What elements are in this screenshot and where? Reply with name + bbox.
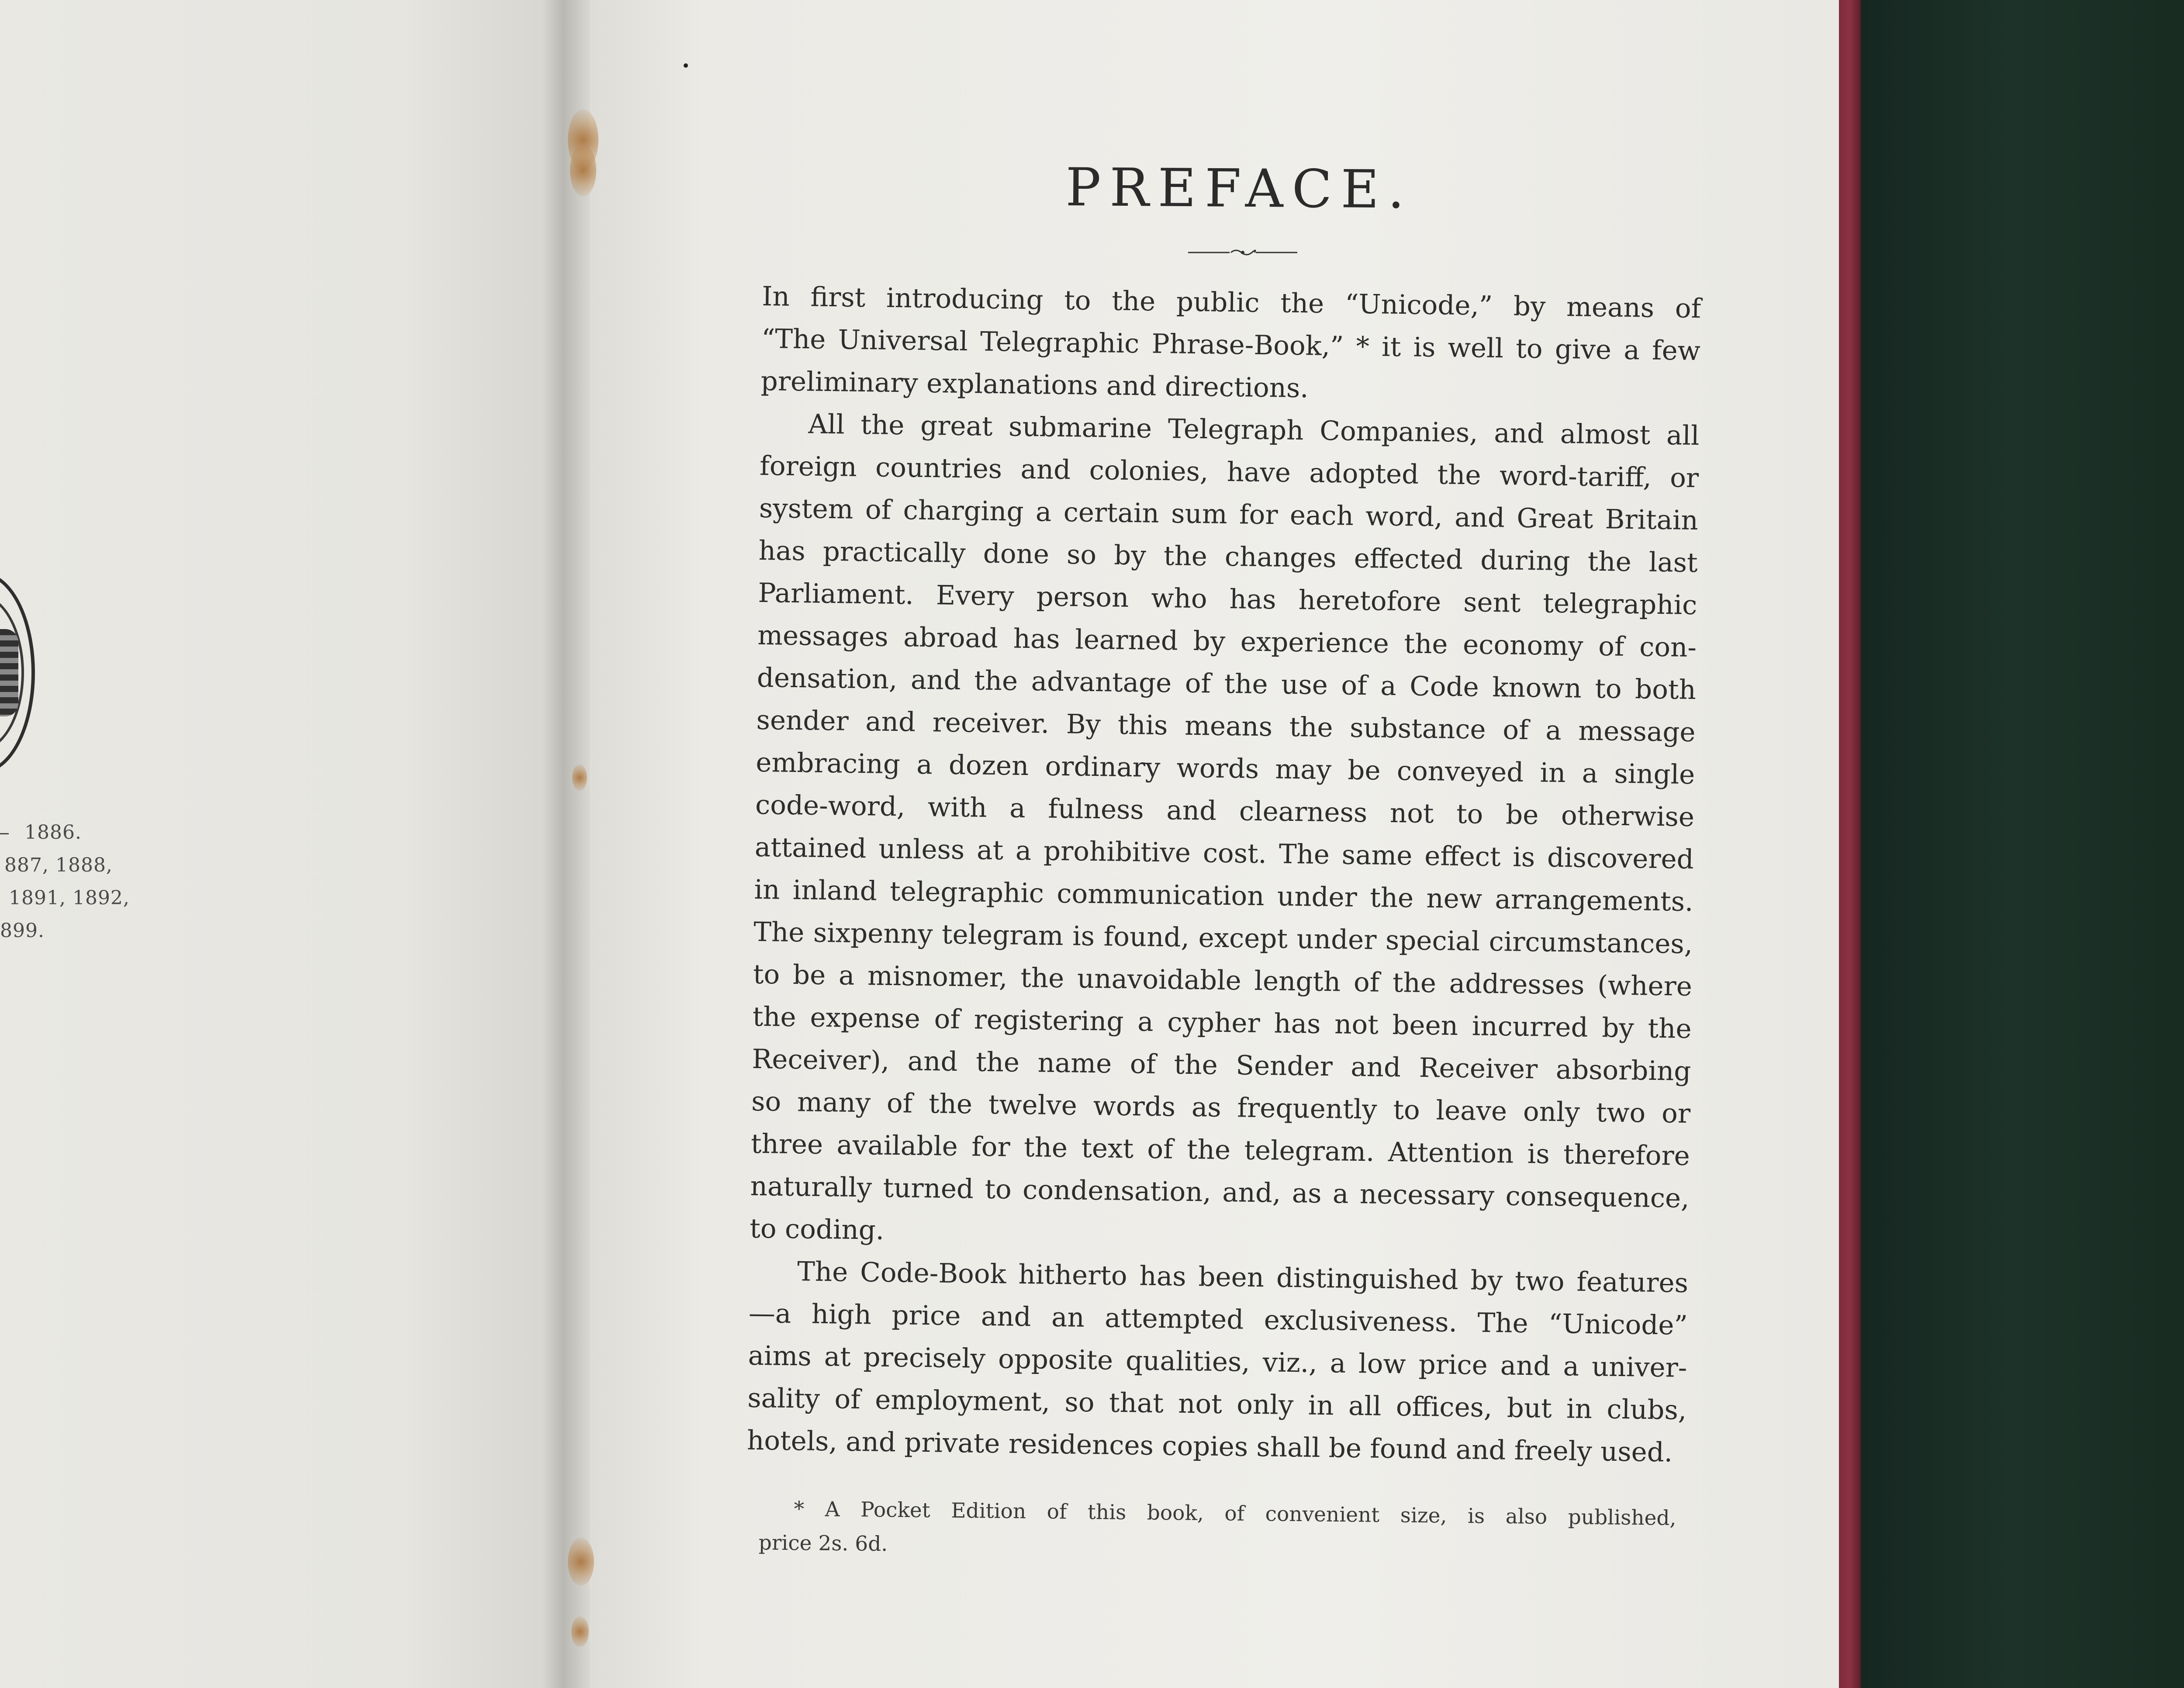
text-line: code-word, with a fulness and clearness not to be otherwise xyxy=(755,789,1695,833)
left-page-line: 1891, 1892, xyxy=(9,887,130,909)
foxing-stain xyxy=(570,144,596,197)
text-line: has practically done so by the changes effected during the last xyxy=(758,535,1698,579)
foxing-stain xyxy=(571,1616,589,1647)
left-page-line: 1886. xyxy=(0,821,82,844)
green-backdrop xyxy=(1848,0,2184,1688)
text-line: In first introducing to the public the “Unicode,” by means of xyxy=(761,280,1701,325)
text-line: to coding. xyxy=(749,1213,885,1246)
text-line: Parliament. Every person who has heretofore sent telegraphic xyxy=(758,577,1697,621)
footnote-line: * A Pocket Edition of this book, of convenient size, is also published, xyxy=(794,1497,1676,1530)
text-line: system of charging a certain sum for each word, and Great Britain xyxy=(759,492,1699,536)
text-line: messages abroad has learned by experience the economy of con- xyxy=(757,619,1697,664)
text-line: naturally turned to condensation, and, as a necessary consequence, xyxy=(750,1170,1690,1214)
paragraph xyxy=(750,402,1700,1262)
footnote xyxy=(758,1492,1676,1570)
left-page xyxy=(0,0,568,1688)
text-line: densation, and the advantage of the use of a Code known to both xyxy=(757,662,1697,706)
text-line: three available for the text of the telegram. Attention is therefore xyxy=(750,1128,1690,1172)
text-line: foreign countries and colonies, have adopted the word-tariff, or xyxy=(759,450,1699,494)
title-ornament xyxy=(1188,248,1297,257)
left-page-line: 899. xyxy=(0,920,45,942)
text-line: The sixpenny telegram is found, except under special circumstances, xyxy=(753,916,1693,960)
left-page-line: 887, 1888, xyxy=(4,854,113,876)
text-line: the expense of registering a cypher has not been incurred by the xyxy=(752,1001,1692,1045)
text-line: preliminary explanations and directions. xyxy=(760,365,1309,404)
foxing-stain xyxy=(568,1538,594,1586)
publisher-emblem-art xyxy=(0,629,18,716)
preface-body xyxy=(746,275,1701,1474)
paragraph xyxy=(746,1250,1688,1474)
text-line: All the great submarine Telegraph Companies, and almost all xyxy=(808,408,1700,452)
text-line: Receiver), and the name of the Sender and Receiver absorbing xyxy=(752,1043,1691,1087)
text-line: sender and receiver. By this means the substance of a message xyxy=(756,704,1696,748)
text-line: so many of the twelve words as frequently to leave only two or xyxy=(751,1086,1691,1129)
page-title: PREFACE. xyxy=(1065,157,1413,221)
text-line: “The Universal Telegraphic Phrase-Book,” * it is well to give a few xyxy=(761,323,1701,367)
text-line: to be a misnomer, the unavoidable length of the addresses (where xyxy=(753,958,1693,1003)
foxing-stain xyxy=(572,764,587,791)
text-line: —a high price and an attempted exclusiveness. The “Unicode” xyxy=(748,1297,1688,1341)
text-line: in inland telegraphic communication under the new arrangements. xyxy=(754,874,1693,918)
ink-speck xyxy=(684,63,688,68)
book-gutter xyxy=(542,0,590,1688)
text-line: The Code-Book hitherto has been distinguished by two features xyxy=(797,1256,1689,1299)
text-line: attained unless at a prohibitive cost. The same effect is discovered xyxy=(754,831,1694,875)
text-line: embracing a dozen ordinary words may be conveyed in a single xyxy=(755,747,1695,791)
paragraph xyxy=(760,275,1701,415)
footnote-line: price 2s. 6d. xyxy=(758,1530,888,1557)
text-line: aims at precisely opposite qualities, viz., a low price and a univer- xyxy=(748,1340,1687,1384)
text-line: sality of employment, so that not only in all offices, but in clubs, xyxy=(747,1382,1687,1426)
text-line: hotels, and private residences copies shall be found and freely used. xyxy=(746,1425,1673,1468)
